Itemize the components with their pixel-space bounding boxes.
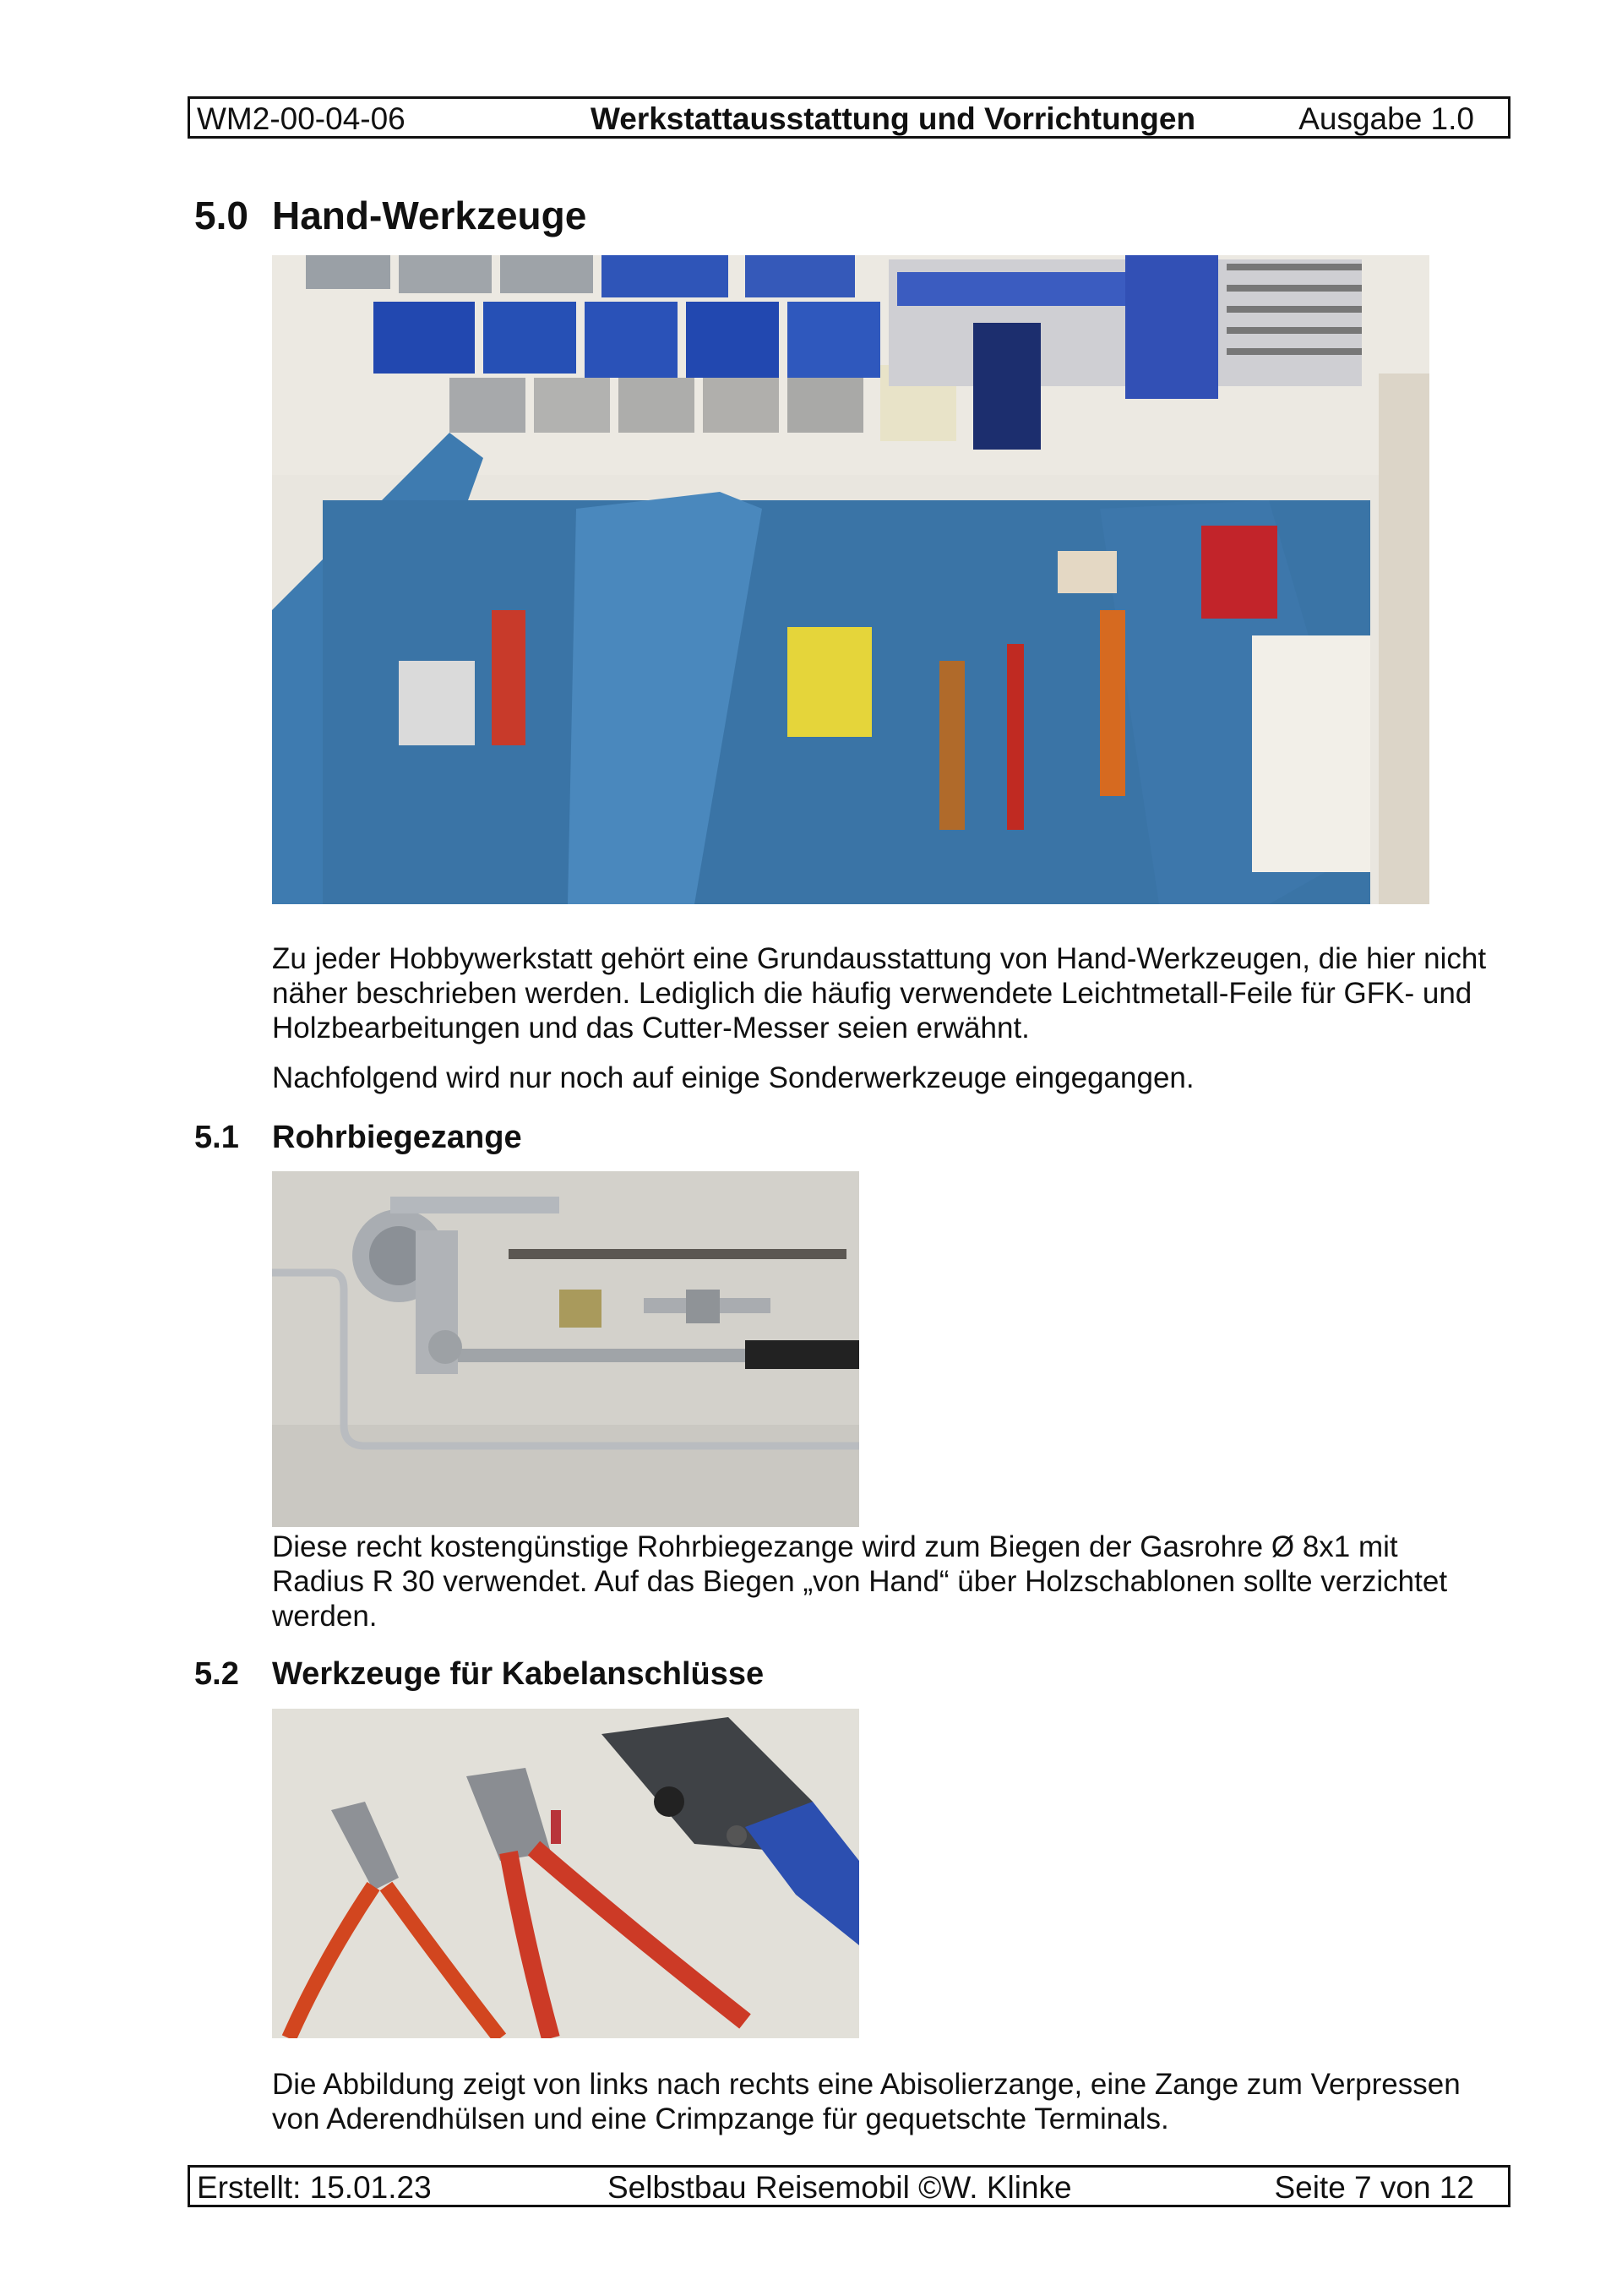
section-title: Rohrbiegezange: [272, 1120, 522, 1155]
section-5-1-paragraph: Diese recht kostengünstige Rohrbiegezange wird zum Biegen der Gasrohre Ø 8x1 mit Radius R 30 verwendet. Auf das Biegen „von Hand“ über Holzschablonen sollte verzichtet werden.: [272, 1530, 1448, 1633]
section-title: Werkzeuge für Kabelanschlüsse: [272, 1656, 765, 1692]
header-doc-id: WM2-00-04-06: [197, 101, 406, 136]
section-5-0-paragraph-2: Nachfolgend wird nur noch auf einige Sonderwerkzeuge eingegangen.: [272, 1061, 1195, 1094]
section-5-0-paragraph-1: Zu jeder Hobbywerkstatt gehört eine Grundausstattung von Hand-Werkzeugen, die hier nicht näher beschrieben werden. Lediglich die häufig verwendete Leichtmetall-Feile für GFK- und Holzbearbeitungen und das Cutter-Messer seien erwähnt.: [272, 942, 1487, 1044]
section-5-1-heading: [194, 1120, 522, 1156]
section-number: 5.0: [194, 194, 248, 237]
footer-author: Selbstbau Reisemobil ©W. Klinke: [607, 2170, 1072, 2205]
section-number: 5.1: [194, 1120, 239, 1155]
page-header: [188, 96, 1510, 139]
cable-tools-photo: [272, 1709, 859, 2038]
page-footer: [188, 2165, 1510, 2207]
pipe-bender-photo: [272, 1171, 859, 1527]
section-5-2-paragraph: Die Abbildung zeigt von links nach rechts eine Abisolierzange, eine Zange zum Verpressen von Aderendhülsen und eine Crimpzange für gequetschte Terminals.: [272, 2068, 1461, 2135]
section-number: 5.2: [194, 1656, 239, 1692]
toolboxes-photo: [272, 255, 1429, 904]
header-edition: Ausgabe 1.0: [1298, 101, 1474, 136]
section-title: Hand-Werkzeuge: [272, 194, 587, 237]
section-5-0-heading: [194, 193, 586, 238]
section-5-2-heading: [194, 1656, 764, 1693]
footer-created: Erstellt: 15.01.23: [197, 2170, 432, 2205]
header-title: Werkstattausstattung und Vorrichtungen: [591, 101, 1196, 136]
footer-page-number: Seite 7 von 12: [1274, 2170, 1474, 2205]
